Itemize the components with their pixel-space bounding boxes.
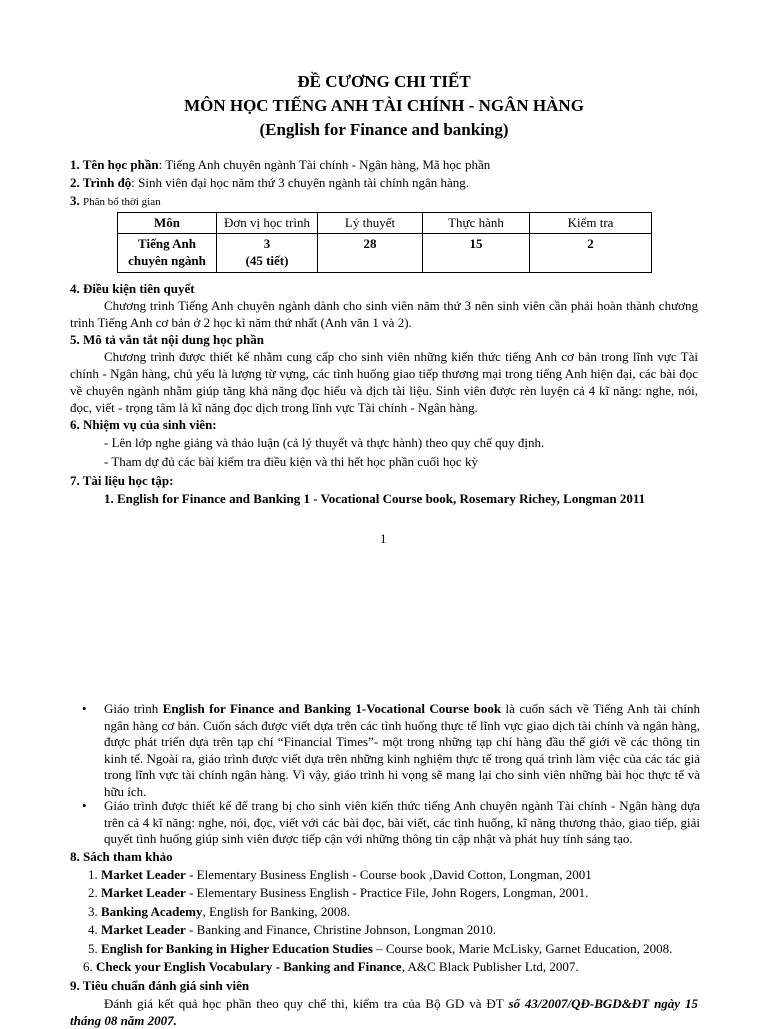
units-note: (45 tiết) (245, 253, 289, 268)
table-cell-units (217, 234, 318, 273)
bullet-dot-icon: • (82, 701, 87, 716)
reference-detail: – Course book, Marie McLisky, Garnet Education, 2008. (372, 941, 673, 956)
section-8-heading: 8. Sách tham khảo (70, 849, 173, 864)
section-4-text: Chương trình Tiếng Anh chuyên ngành dành cho sinh viên năm thứ 3 nên sinh viên cần phải hoàn thành chương trình Tiếng Anh cơ bản ở 2 học kì năm thứ nhất (Anh văn 1 và 2). (70, 298, 698, 330)
units-value: 3 (263, 236, 271, 251)
reference-number: 1. (88, 867, 98, 882)
table-header-cell: Kiểm tra (530, 213, 652, 234)
table-header-row (118, 213, 652, 234)
table-header-cell: Môn (118, 213, 217, 234)
reference-title: Market Leader (101, 922, 186, 937)
bullet-1-bold: English for Finance and Banking 1-Vocational Course book (162, 701, 502, 716)
reference-item (88, 940, 672, 957)
time-allocation-table (117, 212, 652, 273)
page-number: 1 (380, 531, 387, 546)
doc-title-line1: ĐỀ CƯƠNG CHI TIẾT (297, 72, 471, 91)
section-3-text: Phân bổ thời gian (83, 196, 161, 208)
section-3-label: 3. (70, 193, 80, 208)
table-cell-practice: 15 (423, 234, 530, 273)
reference-number: 6. (83, 959, 93, 974)
reference-title: English for Banking in Higher Education Studies (101, 941, 373, 956)
section-4-paragraph (70, 297, 698, 331)
reference-detail: , English for Banking, 2008. (202, 904, 351, 919)
section-9-decree: số 43/2007/QĐ-BGD&ĐT ngày 15 tháng 08 năm 2007. (70, 996, 698, 1028)
bullet-1-pre: Giáo trình (104, 701, 163, 716)
reference-title: Market Leader (101, 867, 186, 882)
subject-line1: Tiếng Anh (138, 236, 196, 251)
section-1 (70, 156, 490, 173)
section-9-heading: 9. Tiêu chuẩn đánh giá sinh viên (70, 978, 250, 993)
table-header-cell: Thực hành (423, 213, 530, 234)
table-header-cell: Lý thuyết (318, 213, 423, 234)
section-1-text: : Tiếng Anh chuyên ngành Tài chính - Ngân hàng, Mã học phần (158, 157, 491, 172)
section-5-text: Chương trình được thiết kế nhằm cung cấp cho sinh viên những kiến thức tiếng Anh cơ bản trong lĩnh vực Tài chính - Ngân hàng, chủ yếu là lượng từ vựng, các tình huống giao tiếp thương mại trong tiếng Anh hiện đại, các bài đọc về chuyên ngành nhằm giúp tăng khả năng đọc hiểu và dịch tài liệu. Sinh viên được rèn luyện cả 4 kĩ năng: nghe, nói, đọc, viết - trọng tâm là kĩ năng đọc dịch trong lĩnh vực Tài chính - Ngân hàng. (70, 349, 698, 415)
table-cell-test: 2 (530, 234, 652, 273)
reference-title: Banking Academy (101, 904, 203, 919)
reference-item (88, 866, 592, 883)
doc-title-line3: (English for Finance and banking) (259, 120, 509, 139)
section-9-text: Đánh giá kết quả học phần theo quy chế thi, kiểm tra của Bộ GD và ĐT (104, 996, 509, 1011)
section-4-heading: 4. Điều kiện tiên quyết (70, 281, 195, 296)
reference-detail: - Banking and Finance, Christine Johnson, Longman 2010. (185, 922, 497, 937)
reference-detail: , A&C Black Publisher Ltd, 2007. (401, 959, 579, 974)
reference-title: Market Leader (101, 885, 186, 900)
section-6-heading: 6. Nhiệm vụ của sinh viên: (70, 417, 217, 432)
reference-item (83, 958, 579, 975)
reference-title: Check your English Vocabulary - Banking and Finance (96, 959, 402, 974)
reference-number: 5. (88, 941, 98, 956)
section-5-heading: 5. Mô tả vắn tắt nội dung học phần (70, 332, 264, 347)
reference-item (88, 903, 350, 920)
reference-detail: - Elementary Business English - Practice File, John Rogers, Longman, 2001. (185, 885, 589, 900)
table-cell-theory: 28 (318, 234, 423, 273)
reference-item (88, 884, 588, 901)
section-2-text: : Sinh viên đại học năm thứ 3 chuyên ngành tài chính ngân hàng. (131, 175, 470, 190)
reference-item (88, 921, 496, 938)
bullet-item (82, 798, 700, 848)
section-7-book: 1. English for Finance and Banking 1 - Vocational Course book, Rosemary Richey, Longman 2011 (104, 491, 646, 506)
doc-title-line2: MÔN HỌC TIẾNG ANH TÀI CHÍNH - NGÂN HÀNG (184, 96, 584, 115)
table-header-cell: Đơn vị học trình (217, 213, 318, 234)
section-5-paragraph (70, 348, 698, 416)
subject-line2: chuyên ngành (128, 253, 206, 268)
table-cell-subject (118, 234, 217, 273)
bullet-dot-icon: • (82, 798, 87, 813)
section-7-heading: 7. Tài liệu học tập: (70, 473, 174, 488)
section-6-item: - Lên lớp nghe giảng và thảo luận (cả lý thuyết và thực hành) theo quy chế quy định. (104, 435, 545, 450)
section-2 (70, 174, 469, 191)
section-6-item: - Tham dự đủ các bài kiểm tra điều kiện và thi hết học phần cuối học kỳ (104, 454, 478, 469)
section-1-label: 1. Tên học phần (70, 157, 159, 172)
reference-number: 4. (88, 922, 98, 937)
bullet-item (82, 701, 700, 800)
bullet-1-post: là cuốn sách về Tiếng Anh tài chính ngân hàng cơ bản. Cuốn sách được viết dựa trên các tình huống thực tế lĩnh vực giao dịch tài chính và ngân hàng, được phát triển dựa trên tạp chí “Financial Times”- một trong những tạp chí hàng đầu thế giới về các thông tin kinh tế. Ngoài ra, giáo trình được viết dựa trên những kinh nghiệm thực tế trong quá trình làm việc của các tác giả trong lĩnh vực tài chính ngân hàng. Vì vậy, giáo trình hi vọng sẽ mang lại cho sinh viên những bài học thực tế và hữu ích. (104, 701, 700, 799)
reference-number: 2. (88, 885, 98, 900)
section-2-label: 2. Trình độ (70, 175, 132, 190)
reference-detail: - Elementary Business English - Course book ,David Cotton, Longman, 2001 (185, 867, 592, 882)
bullet-2-text: Giáo trình được thiết kế để trang bị cho sinh viên kiến thức tiếng Anh chuyên ngành Tài chính - Ngân hàng dựa trên cả 4 kĩ năng: nghe, nói, đọc, viết với các bài đọc, bài viết, các tình huống, kĩ năng thương thảo, giao tiếp, giải quyết tình huống giúp sinh viên được tiếp cận với những thông tin cập nhật và phát huy tính sáng tạo. (104, 798, 700, 846)
table-row (118, 234, 652, 273)
section-3 (70, 193, 161, 209)
reference-number: 3. (88, 904, 98, 919)
